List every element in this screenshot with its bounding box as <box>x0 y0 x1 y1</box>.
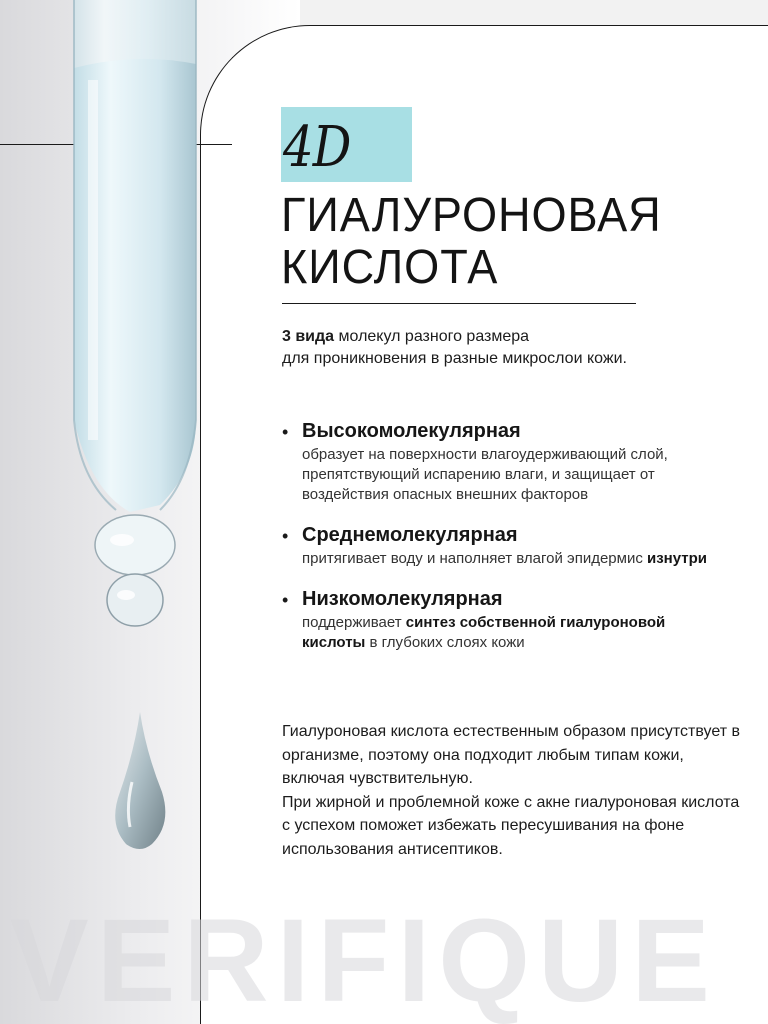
bullet-icon: • <box>282 422 289 442</box>
water-drop-image <box>112 712 168 852</box>
bullet-icon: • <box>282 590 289 610</box>
intro-line-2: для проникновения в разные микрослои кожи. <box>282 350 627 367</box>
item-title: Среднемолекулярная <box>302 524 518 546</box>
item-desc-text: притягивает воду и наполняет влагой эпидермис <box>302 550 647 567</box>
intro-text-rest: молекул разного размера <box>334 328 530 345</box>
page-title <box>281 190 713 294</box>
item-desc-text-after: в глубоких слоях кожи <box>365 634 525 651</box>
list-item <box>282 418 722 505</box>
closing-text <box>282 720 742 861</box>
title-line-2: КИСЛОТА <box>281 241 499 294</box>
intro-bold: 3 вида <box>282 328 335 345</box>
item-title: Высокомолекулярная <box>302 420 521 442</box>
item-desc-bold: синтез собственной гиалуроновой кислоты <box>302 614 666 651</box>
pipette-image <box>60 0 210 650</box>
item-desc-bold: изнутри <box>647 550 707 567</box>
item-title: Низкомолекулярная <box>302 588 503 610</box>
list-item <box>282 522 722 569</box>
item-description <box>302 549 722 569</box>
divider-line-title <box>282 303 636 304</box>
molecule-list <box>282 418 722 653</box>
tag-4d: 4D <box>283 115 351 180</box>
item-description <box>302 613 722 653</box>
title-line-1: ГИАЛУРОНОВАЯ <box>281 189 662 242</box>
closing-paragraph-2: При жирной и проблемной коже с акне гиалуроновая кислота с успехом поможет избежать пересушивания на фоне использования антисептиков. <box>282 793 740 858</box>
intro-text <box>282 326 742 370</box>
item-description: образует на поверхности влагоудерживающий слой, препятствующий испарению влаги, и защищает от воздействия опасных внешних факторов <box>302 446 668 503</box>
item-desc-text: поддерживает <box>302 614 406 631</box>
closing-paragraph-1: Гиалуроновая кислота естественным образом присутствует в организме, поэтому она подходит любым типам кожи, включая чувствительную. <box>282 723 740 787</box>
bullet-icon: • <box>282 526 289 546</box>
list-item <box>282 586 722 653</box>
brand-watermark: VERIFIQUE <box>10 895 718 1024</box>
